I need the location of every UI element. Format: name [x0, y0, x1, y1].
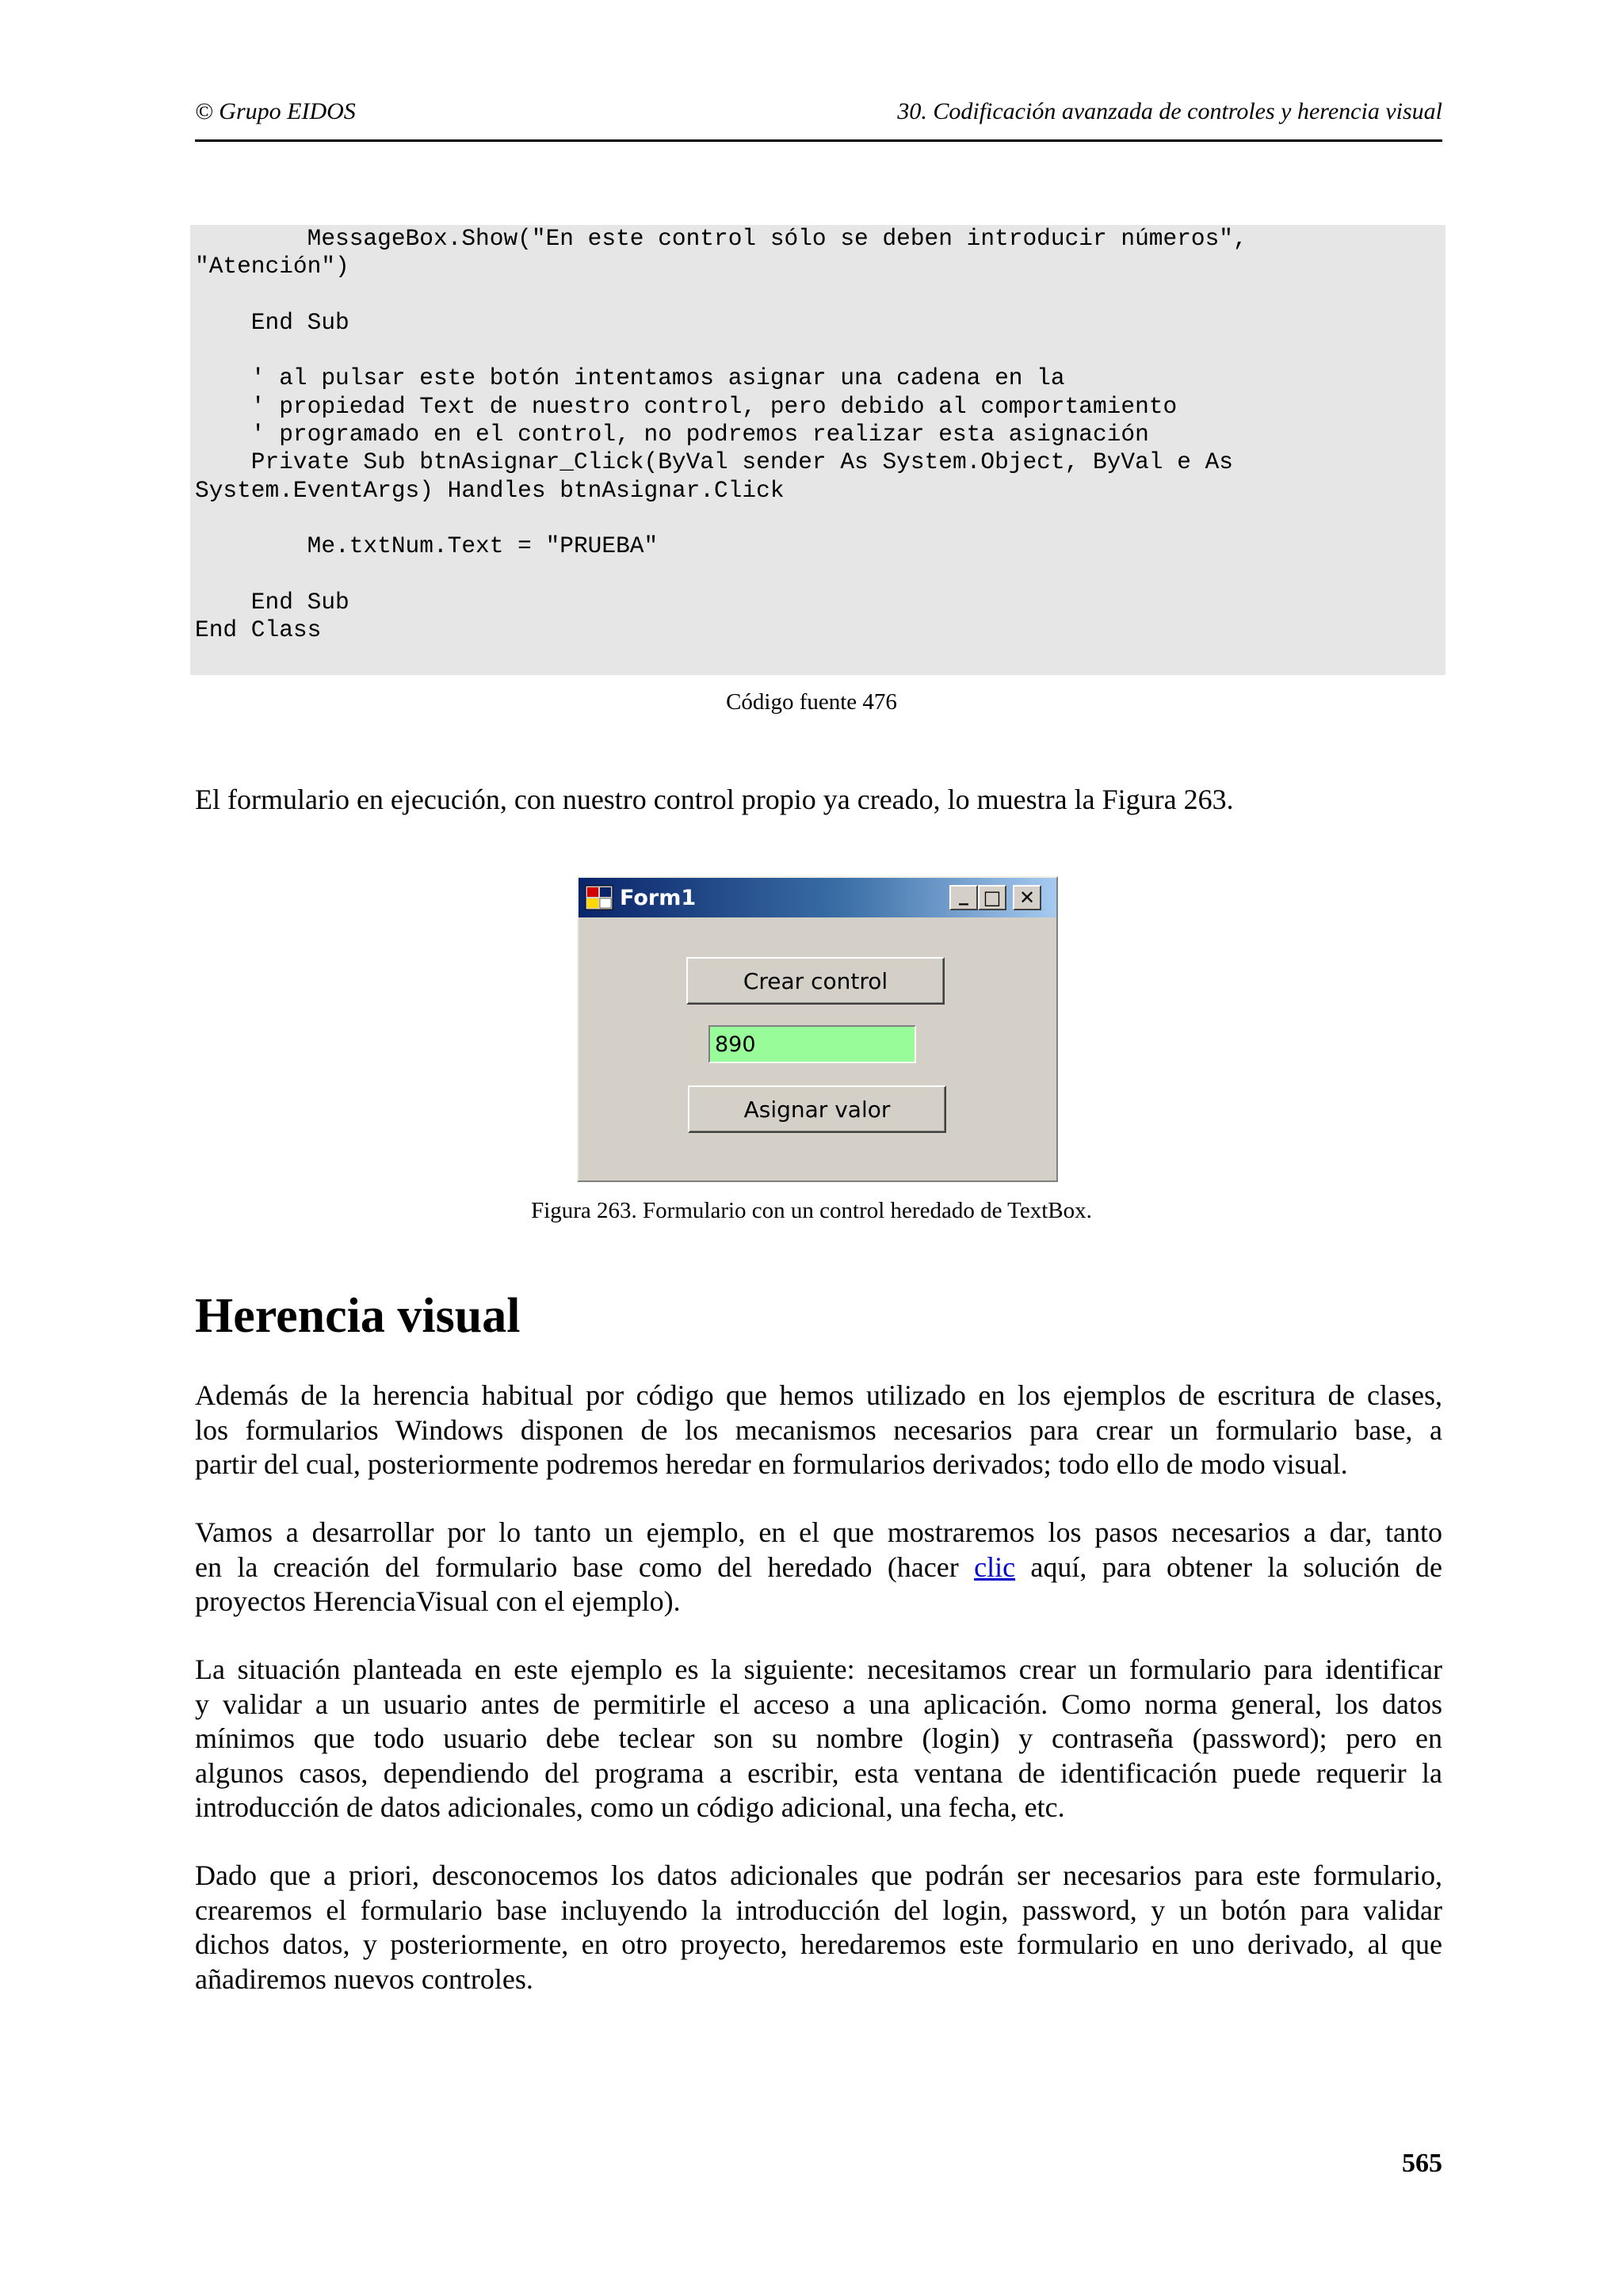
code-caption: Código fuente 476 — [726, 689, 897, 715]
form-icon — [585, 885, 613, 910]
numeric-textbox[interactable] — [708, 1025, 916, 1063]
minimize-button[interactable] — [949, 885, 978, 910]
page-header — [195, 93, 1442, 142]
paragraph-line: crearemos el formulario base incluyendo la introducción del login, password, y un botón para validar — [195, 1894, 1442, 1926]
paragraph-line: y validar a un usuario antes de permitirle el acceso a una aplicación. Como norma general, los datos — [195, 1688, 1442, 1720]
paragraph-line: añadiremos nuevos controles. — [195, 1962, 533, 1995]
paragraph-line-with-link — [195, 1550, 1442, 1585]
window-titlebar — [579, 878, 1056, 917]
asignar-valor-button[interactable]: Asignar valor — [688, 1085, 946, 1133]
figure-caption: Figura 263. Formulario con un control heredado de TextBox. — [531, 1198, 1092, 1223]
paragraph-4 — [195, 1859, 1442, 1997]
paragraph-3 — [195, 1653, 1442, 1825]
window-title: Form1 — [620, 886, 697, 910]
paragraph-line: los formularios Windows disponen de los mecanismos necesarios para crear un formulario base, a — [195, 1413, 1442, 1446]
clic-link[interactable]: clic — [974, 1550, 1016, 1583]
paragraph-line: mínimos que todo usuario debe teclear son su nombre (login) y contraseña (password); pero en — [195, 1722, 1442, 1754]
close-button[interactable] — [1013, 885, 1041, 910]
code-text: MessageBox.Show("En este control sólo se deben introducir números", "Atención") End Sub ' al pulsar este botón intentamos asignar una cadena en la ' propiedad Text de nuestro control, pero debido al comportamiento ' programado en el control, no podremos realizar esta asignación Private Sub btnAsignar_Click(ByVal sender As System.Object, ByVal e As System.EventArgs) Handles btnAsignar.Click Me.txtNum.Text = "PRUEBA" End Sub End Class — [195, 225, 1247, 644]
paragraph-line: proyectos HerenciaVisual con el ejemplo). — [195, 1585, 681, 1617]
close-icon: ✕ — [1018, 887, 1036, 909]
paragraph-line: introducción de datos adicionales, como un código adicional, una fecha, etc. — [195, 1791, 1065, 1823]
section-heading: Herencia visual — [195, 1289, 521, 1343]
paragraph-line: dichos datos, y posteriormente, en otro proyecto, heredaremos este formulario en uno derivado, al que — [195, 1928, 1442, 1960]
paragraph-2 — [195, 1516, 1442, 1619]
paragraph-line: algunos casos, dependiendo del programa a escribir, esta ventana de identificación puede requerir la — [195, 1756, 1442, 1789]
crear-control-button[interactable]: Crear control — [686, 957, 945, 1005]
maximize-icon: □ — [983, 887, 1002, 909]
form1-window — [577, 876, 1058, 1182]
minimize-icon: _ — [959, 883, 968, 906]
paragraph-line: La situación planteada en este ejemplo es la siguiente: necesitamos crear un formulario para identificar — [195, 1653, 1442, 1685]
maximize-button[interactable] — [978, 885, 1006, 910]
paragraph-1 — [195, 1379, 1442, 1482]
header-right: 30. Codificación avanzada de controles y herencia visual — [897, 98, 1442, 124]
page-number: 565 — [1402, 2149, 1442, 2178]
code-block — [190, 225, 1445, 675]
paragraph-line: Vamos a desarrollar por lo tanto un ejemplo, en el que mostraremos los pasos necesarios a dar, tanto — [195, 1516, 1442, 1548]
paragraph-line: Dado que a priori, desconocemos los datos adicionales que podrán ser necesarios para este formulario, — [195, 1859, 1442, 1891]
link-prefix: en la creación del formulario base como del heredado (hacer — [195, 1550, 975, 1583]
link-suffix: aquí, para obtener la solución de — [1015, 1550, 1443, 1583]
paragraph-line: Además de la herencia habitual por código que hemos utilizado en los ejemplos de escritura de clases, — [195, 1379, 1442, 1411]
header-left: © Grupo EIDOS — [195, 98, 356, 124]
paragraph-line: partir del cual, posteriormente podremos heredar en formularios derivados; todo ello de modo visual. — [195, 1448, 1348, 1480]
intro-paragraph — [195, 783, 1442, 818]
intro-line: El formulario en ejecución, con nuestro control propio ya creado, lo muestra la Figura 263. — [195, 784, 1234, 815]
